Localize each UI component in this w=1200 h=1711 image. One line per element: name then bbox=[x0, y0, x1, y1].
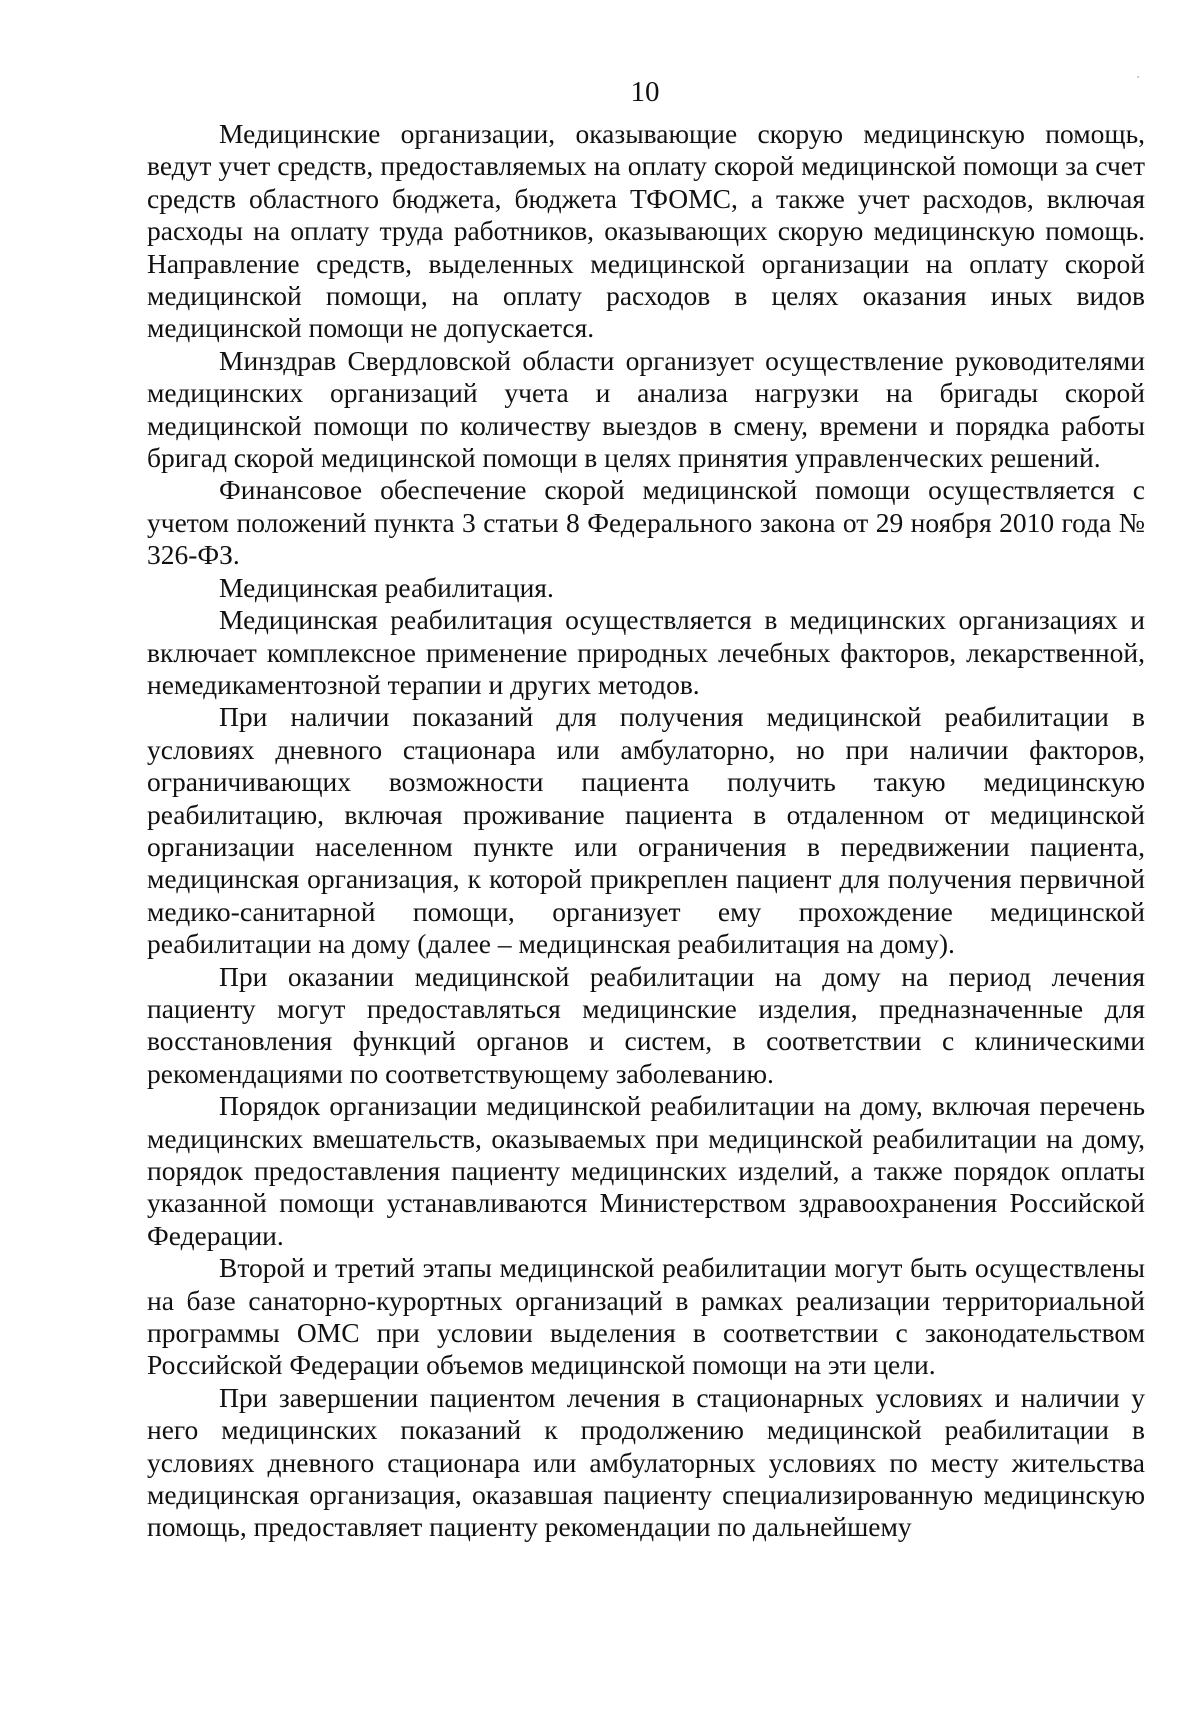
page-number: 10 bbox=[630, 76, 660, 108]
paragraph-ambulance-funding-accounting: Медицинские организации, оказывающие скорую медицинскую помощь, ведут учет средств, предоставляемых на оплату скорой медицинской помощи за счет средств областного бюджета, бюджета ТФОМС, а также учет расходов, включая расходы на оплату труда работников, оказывающих скорую медицинскую помощь. Направление средств, выделенных медицинской организации на оплату скорой медицинской помощи, на оплату расходов в целях оказания иных видов медицинской помощи не допускается. bbox=[147, 118, 1145, 344]
paragraph-rehabilitation-definition: Медицинская реабилитация осуществляется в медицинских организациях и включает комплексное применение природных лечебных факторов, лекарственной, немедикаментозной терапии и других методов. bbox=[147, 604, 1145, 700]
paragraph-ambulance-financing: Финансовое обеспечение скорой медицинской помощи осуществляется с учетом положений пункта 3 статьи 8 Федерального закона от 29 ноября 2010 года № 326-ФЗ. bbox=[147, 474, 1145, 571]
paragraph-home-rehabilitation: При наличии показаний для получения медицинской реабилитации в условиях дневного стационара или амбулаторно, но при наличии факторов, ограничивающих возможности пациента получить такую медицинскую реабилитацию, включая проживание пациента в отдаленном от медицинской организации населенном пункте или ограничения в передвижении пациента, медицинская организация, к которой прикреплен пациент для получения первичной медико-санитарной помощи, организует ему прохождение медицинской реабилитации на дому (далее – медицинская реабилитация на дому). bbox=[147, 701, 1145, 960]
paragraph-home-rehabilitation-devices: При оказании медицинской реабилитации на дому на период лечения пациенту могут предоставляться медицинские изделия, предназначенные для восстановления функций органов и систем, в соответствии с клиническими рекомендациями по соответствующему заболеванию. bbox=[147, 960, 1145, 1089]
paragraph-home-rehabilitation-procedure: Порядок организации медицинской реабилитации на дому, включая перечень медицинских вмешательств, оказываемых при медицинской реабилитации на дому, порядок предоставления пациенту медицинских изделий, а также порядок оплаты указанной помощи устанавливаются Министерством здравоохранения Российской Федерации. bbox=[147, 1090, 1145, 1251]
paragraph-ambulance-workload-analysis: Минздрав Свердловской области организует осуществление руководителями медицинских организаций учета и анализа нагрузки на бригады скорой медицинской помощи по количеству выездов в смену, времени и порядка работы бригад скорой медицинской помощи в целях принятия управленческих решений. bbox=[147, 344, 1145, 474]
document-body bbox=[147, 118, 1145, 1544]
section-heading-medical-rehabilitation: Медицинская реабилитация. bbox=[219, 571, 554, 603]
paragraph-post-discharge-rehabilitation: При завершении пациентом лечения в стационарных условиях и наличии у него медицинских показаний к продолжению медицинской реабилитации в условиях дневного стационара или амбулаторных условиях по месту жительства медицинская организация, оказавшая пациенту специализированную медицинскую помощь, предоставляет пациенту рекомендации по дальнейшему bbox=[147, 1381, 1145, 1543]
paragraph-rehabilitation-stages: Второй и третий этапы медицинской реабилитации могут быть осуществлены на базе санаторно-курортных организаций в рамках реализации территориальной программы ОМС при условии выделения в соответствии с законодательством Российской Федерации объемов медицинской помощи на эти цели. bbox=[147, 1252, 1145, 1381]
